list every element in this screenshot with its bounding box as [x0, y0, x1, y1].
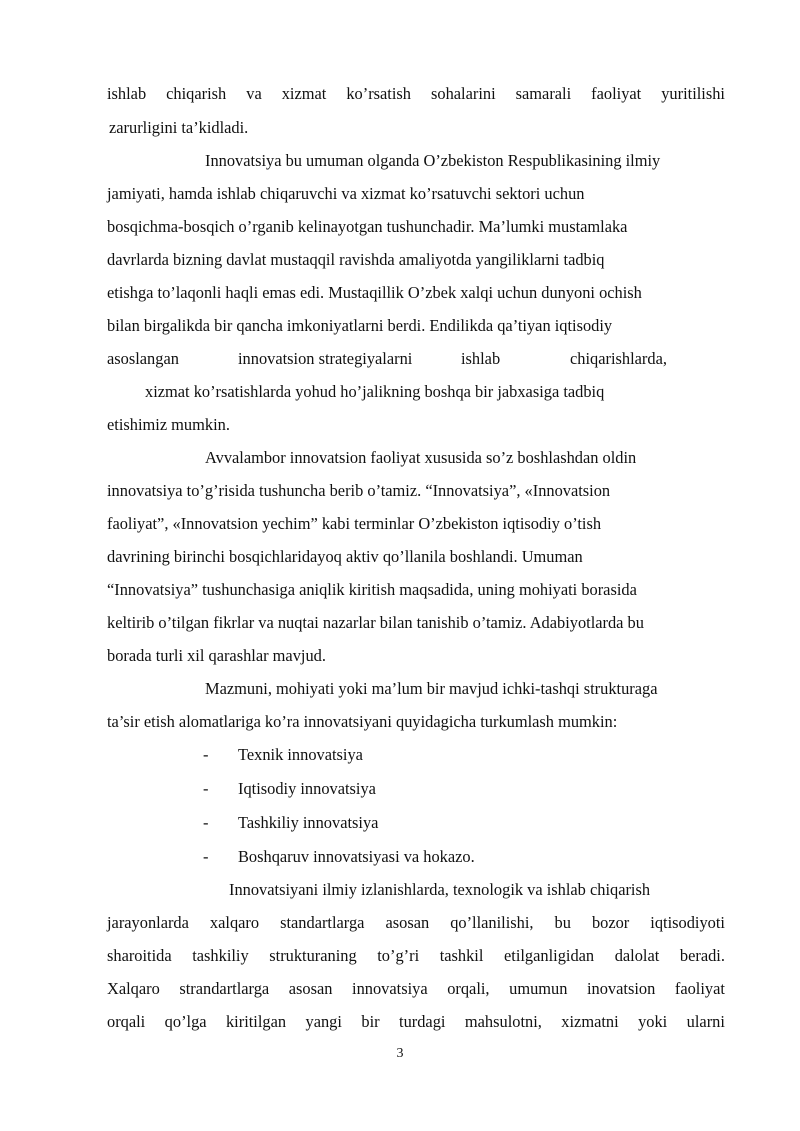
word: xizmatni	[561, 1012, 619, 1031]
word: bu	[554, 913, 571, 932]
paragraph-first-line: Innovatsiyani ilmiy izlanishlarda, texnologik va ishlab chiqarish	[229, 880, 651, 899]
word: etilganligidan	[504, 946, 595, 965]
word: asoslangan	[107, 349, 179, 368]
text-line: davrlarda bizning davlat mustaqqil ravishda amaliyotda yangiliklarni tadbiq	[107, 250, 605, 269]
word: to’g’ri	[377, 946, 420, 965]
text-line	[107, 981, 725, 997]
text-line: keltirib o’tilgan fikrlar va nuqtai nazarlar bilan tanishib o’tamiz. Adabiyotlarda bu	[107, 613, 644, 632]
text-line: etishga to’laqonli haqli emas edi. Mustaqillik O’zbek xalqi uchun dunyoni ochish	[107, 283, 642, 302]
word: iqtisodiyoti	[650, 913, 725, 932]
word: yuritilishi	[661, 84, 725, 103]
word: chiqarishlarda,	[570, 349, 667, 368]
word: mahsulotni,	[464, 1012, 542, 1031]
word: chiqarish	[166, 84, 227, 103]
word: va	[246, 84, 262, 103]
word: Xalqaro	[107, 979, 160, 998]
word: xalqaro	[209, 913, 260, 932]
paragraph-first-line: Innovatsiya bu umuman olganda O’zbekiston Respublikasining ilmiy	[205, 151, 661, 170]
word: xizmat	[281, 84, 327, 103]
page-number: 3	[396, 1046, 404, 1061]
word: inovatsion	[586, 979, 656, 998]
word: strukturaning	[269, 946, 357, 965]
word: beradi.	[679, 946, 725, 965]
paragraph-first-line: Mazmuni, mohiyati yoki ma’lum bir mavjud ichki-tashqi strukturaga	[205, 679, 658, 698]
text-line	[107, 86, 725, 102]
word: sohalarini	[431, 84, 496, 103]
text-line: “Innovatsiya” tushunchasiga aniqlik kiritish maqsadida, uning mohiyati borasida	[107, 580, 637, 599]
list-item: Texnik innovatsiya	[238, 745, 363, 764]
word: turdagi	[399, 1012, 446, 1031]
text-line	[107, 1014, 725, 1030]
list-bullet: -	[203, 745, 209, 764]
word: umumun	[509, 979, 568, 998]
text-line: bilan birgalikda bir qancha imkoniyatlarni berdi. Endilikda qa’tiyan iqtisodiy	[107, 316, 613, 335]
word: ishlab	[107, 84, 147, 103]
paragraph-first-line: Avvalambor innovatsion faoliyat xususida so’z boshlashdan oldin	[205, 448, 637, 467]
list-bullet: -	[203, 779, 209, 798]
word: standartlarga	[280, 913, 365, 932]
text-line: davrining birinchi bosqichlaridayoq aktiv qo’llanila boshlandi. Umuman	[107, 547, 583, 566]
list-item: Boshqaruv innovatsiyasi va hokazo.	[238, 847, 475, 866]
word: tashkil	[439, 946, 484, 965]
word: innovatsion strategiyalarni	[238, 349, 413, 368]
word: faoliyat	[591, 84, 642, 103]
word: faoliyat	[674, 979, 725, 998]
list-item: Iqtisodiy innovatsiya	[238, 779, 376, 798]
word: ularni	[686, 1012, 725, 1031]
word: orqali,	[447, 979, 490, 998]
word: ishlab	[461, 349, 501, 368]
word: samarali	[515, 84, 572, 103]
word: innovatsiya	[352, 979, 428, 998]
text-line	[107, 915, 725, 931]
text-line: zarurligini ta’kidladi.	[109, 118, 249, 137]
word: asosan	[288, 979, 333, 998]
text-line: borada turli xil qarashlar mavjud.	[107, 646, 326, 665]
text-line: ta’sir etish alomatlariga ko’ra innovatsiyani quyidagicha turkumlash mumkin:	[107, 712, 618, 731]
text-line: innovatsiya to’g’risida tushuncha berib o’tamiz. “Innovatsiya”, «Innovatsion	[107, 481, 611, 500]
word: ko’rsatish	[346, 84, 411, 103]
word: orqali	[107, 1012, 146, 1031]
text-line	[107, 948, 725, 964]
word: qo’llanilishi,	[450, 913, 534, 932]
word: yoki	[638, 1012, 668, 1031]
text-line: jamiyati, hamda ishlab chiqaruvchi va xizmat ko’rsatuvchi sektori uchun	[107, 184, 585, 203]
list-bullet: -	[203, 813, 209, 832]
list-item: Tashkiliy innovatsiya	[238, 813, 379, 832]
word: strandartlarga	[179, 979, 270, 998]
list-bullet: -	[203, 847, 209, 866]
word: qo’lga	[164, 1012, 207, 1031]
word: dalolat	[614, 946, 660, 965]
word: yangi	[305, 1012, 342, 1031]
word: bozor	[591, 913, 630, 932]
word: bir	[361, 1012, 380, 1031]
word: sharoitida	[107, 946, 172, 965]
text-line: etishimiz mumkin.	[107, 415, 230, 434]
word: tashkiliy	[192, 946, 249, 965]
text-line: bosqichma-bosqich o’rganib kelinayotgan tushunchadir. Ma’lumki mustamlaka	[107, 217, 628, 236]
word: asosan	[385, 913, 430, 932]
text-line: xizmat ko’rsatishlarda yohud ho’jalikning boshqa bir jabxasiga tadbiq	[145, 382, 605, 401]
word: jarayonlarda	[107, 913, 189, 932]
text-line: faoliyat”, «Innovatsion yechim” kabi terminlar O’zbekiston iqtisodiy o’tish	[107, 514, 602, 533]
word: kiritilgan	[225, 1012, 287, 1031]
